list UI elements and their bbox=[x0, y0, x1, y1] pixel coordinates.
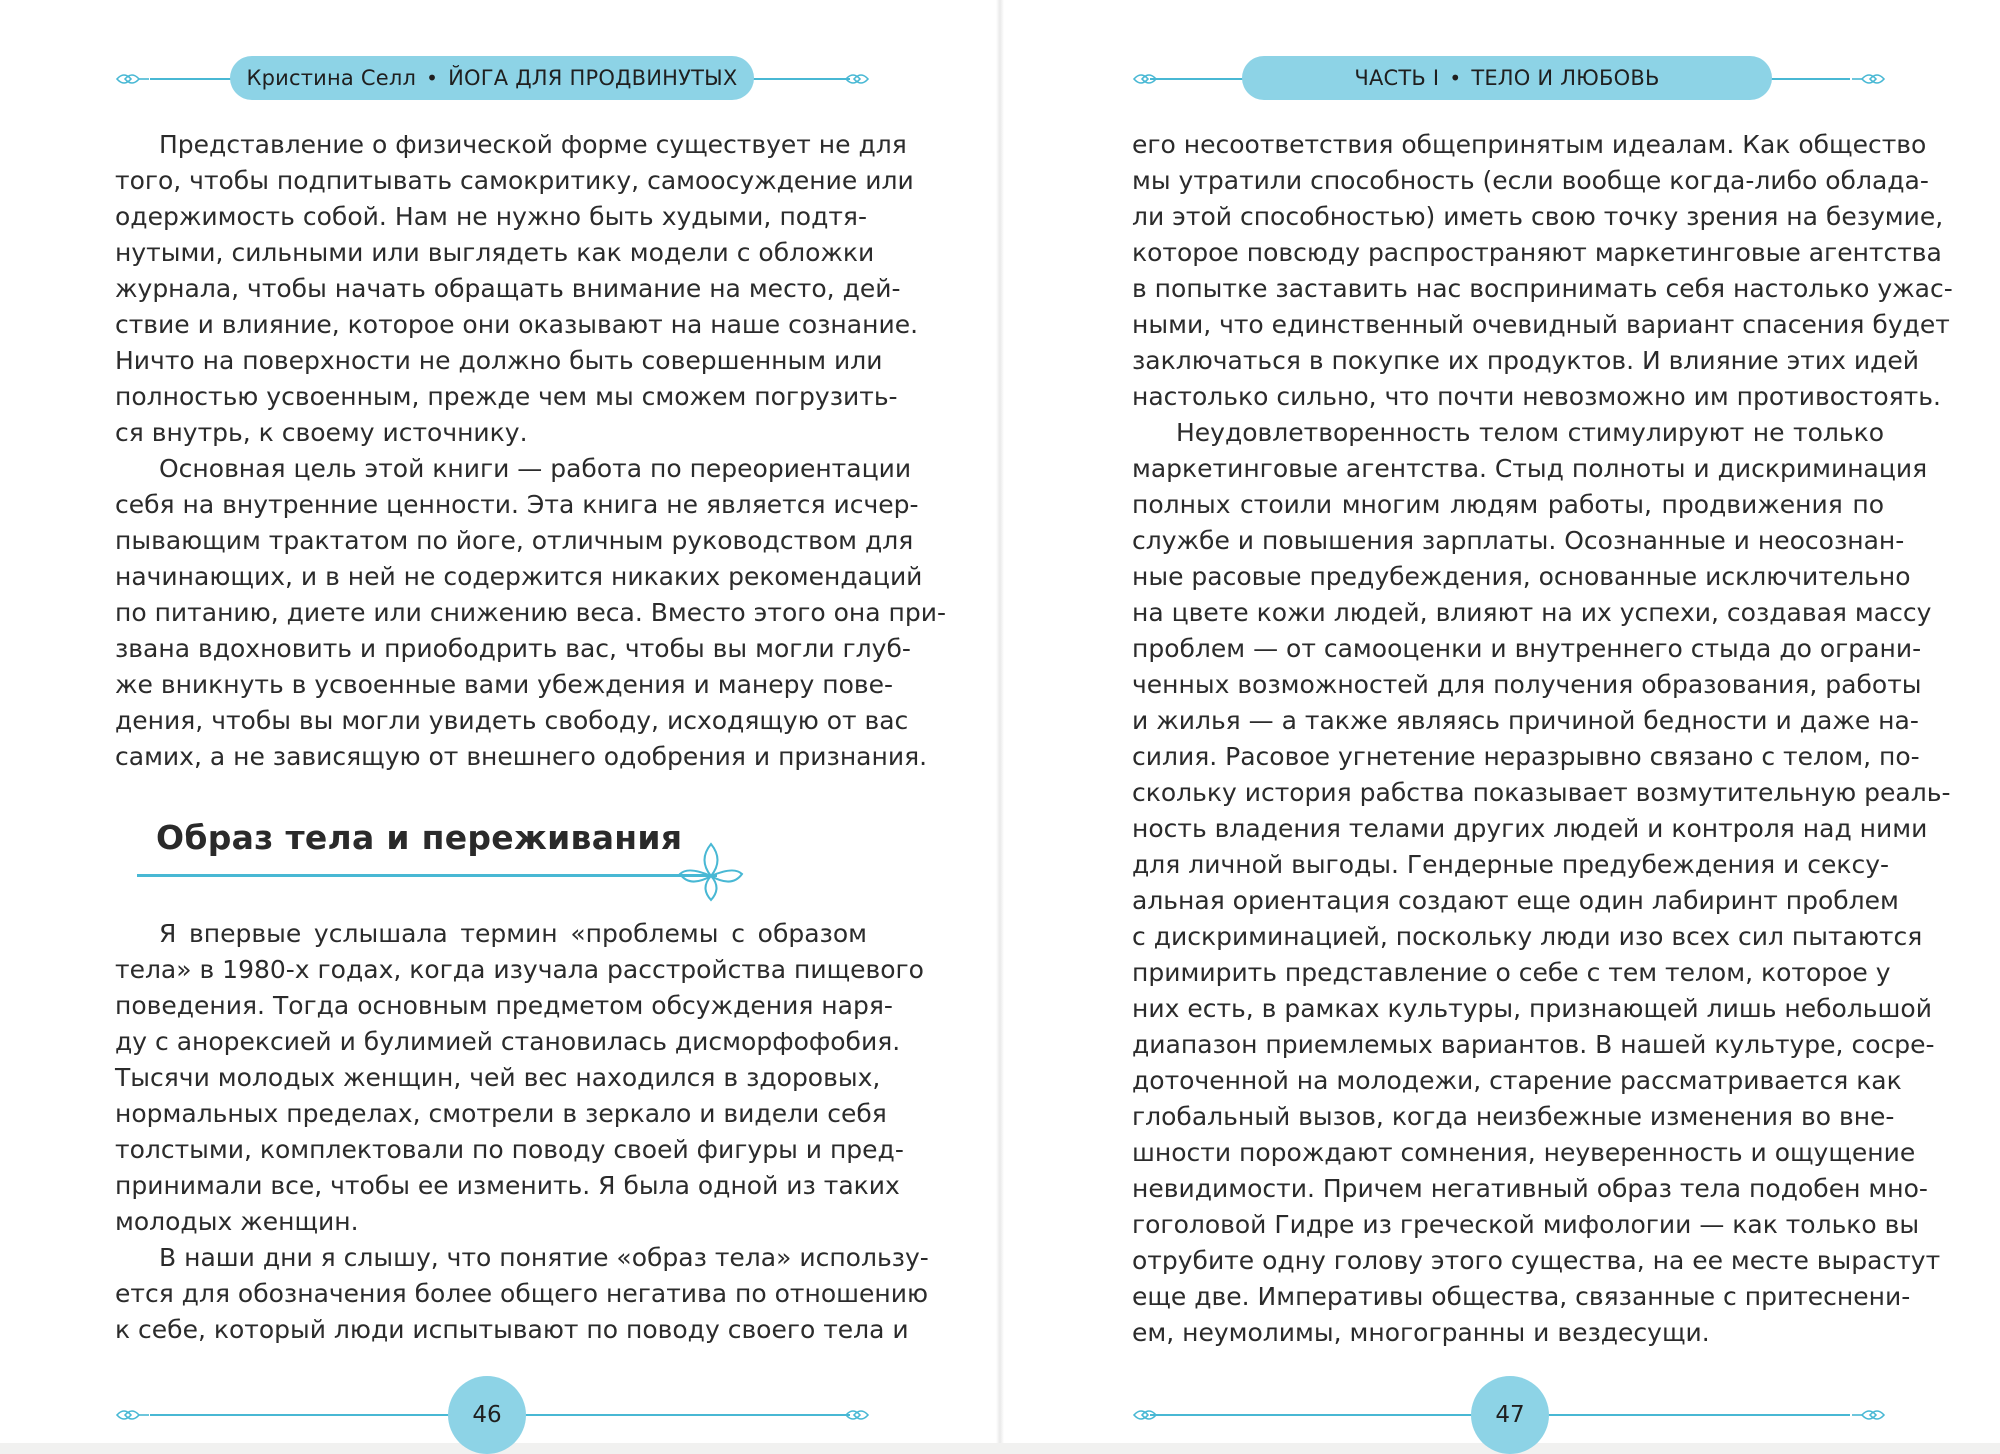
text-line: Основная цель этой книги — работа по переориентации bbox=[159, 454, 912, 483]
header-chapter-title: ТЕЛО И ЛЮБОВЬ bbox=[1471, 66, 1660, 90]
text-line: Я впервые услышала термин «проблемы с образом bbox=[159, 919, 867, 948]
text-line: шности порождают сомнения, неуверенность и ощущение bbox=[1132, 1138, 1916, 1167]
body-text bbox=[1132, 127, 1953, 1351]
text-line: же вникнуть в усвоенные вами убеждения и манеру пове- bbox=[115, 670, 894, 699]
text-line: нутыми, сильными или выглядеть как модели с обложки bbox=[115, 238, 875, 267]
paragraph bbox=[115, 1240, 929, 1348]
text-line: настолько сильно, что почти невозможно им противостоять. bbox=[1132, 382, 1941, 411]
footer-ornament-icon bbox=[1852, 1406, 1886, 1424]
text-line: ду с анорексией и булимией становилась дисморфофобия. bbox=[115, 1027, 901, 1056]
body-text-top bbox=[115, 127, 947, 775]
text-line: В наши дни я слышу, что понятие «образ тела» использу- bbox=[159, 1243, 929, 1272]
text-line: скольку история рабства показывает возмутительную реаль- bbox=[1132, 778, 1951, 807]
text-line: еще две. Императивы общества, связанные с притеснени- bbox=[1132, 1282, 1911, 1311]
text-line: Тысячи молодых женщин, чей вес находился в здоровых, bbox=[115, 1063, 881, 1092]
paragraph bbox=[115, 916, 924, 1240]
text-line: службе и повышения зарплаты. Осознанные и неосознан- bbox=[1132, 526, 1905, 555]
page-number: 46 bbox=[448, 1376, 526, 1454]
text-line: гоголовой Гидре из греческой мифологии — как только вы bbox=[1132, 1210, 1920, 1239]
heading-rule bbox=[137, 874, 717, 877]
text-line: самих, а не зависящую от внешнего одобрения и признания. bbox=[115, 742, 928, 771]
paragraph bbox=[115, 451, 947, 775]
text-line: ем, неумолимы, многогранны и вездесущи. bbox=[1132, 1318, 1710, 1347]
text-line: журнала, чтобы начать обращать внимание на место, дей- bbox=[115, 274, 901, 303]
header-ornament-icon bbox=[1132, 70, 1166, 88]
text-line: тела» в 1980-х годах, когда изучала расстройства пищевого bbox=[115, 955, 924, 984]
footer-ornament-icon bbox=[836, 1406, 870, 1424]
text-line: ными, что единственный очевидный вариант спасения будет bbox=[1132, 310, 1950, 339]
header-author: Кристина Селл bbox=[246, 66, 417, 90]
text-line: Представление о физической форме существует не для bbox=[159, 130, 907, 159]
text-line: маркетинговые агентства. Стыд полноты и дискриминация bbox=[1132, 454, 1928, 483]
text-line: с дискриминацией, поскольку люди изо всех сил пытаются bbox=[1132, 922, 1923, 951]
text-line: себя на внутренние ценности. Эта книга не является исчер- bbox=[115, 490, 919, 519]
text-line: них есть, в рамках культуры, признающей лишь небольшой bbox=[1132, 994, 1932, 1023]
text-line: ствие и влияние, которое они оказывают на наше сознание. bbox=[115, 310, 919, 339]
text-line: ность владения телами других людей и контроля над ними bbox=[1132, 814, 1928, 843]
text-line: ченных возможностей для получения образования, работы bbox=[1132, 670, 1922, 699]
text-line: доточенной на молодежи, старение рассматривается как bbox=[1132, 1066, 1902, 1095]
text-line: проблем — от самооценки и внутреннего стыда до ограни- bbox=[1132, 634, 1922, 663]
text-line: ется для обозначения более общего негатива по отношению bbox=[115, 1279, 929, 1308]
text-line: отрубите одну голову этого существа, на ее месте вырастут bbox=[1132, 1246, 1941, 1275]
text-line: по питанию, диете или снижению веса. Вместо этого она при- bbox=[115, 598, 947, 627]
header-separator: • bbox=[1449, 66, 1462, 90]
header-separator: • bbox=[426, 66, 439, 90]
text-line: мы утратили способность (если вообще когда-либо облада- bbox=[1132, 166, 1929, 195]
text-line: альная ориентация создают еще один лабиринт проблем bbox=[1132, 886, 1899, 915]
text-line: примирить представление о себе с тем телом, которое у bbox=[1132, 958, 1891, 987]
text-line: в попытке заставить нас воспринимать себя настолько ужас- bbox=[1132, 274, 1953, 303]
text-line: одержимость собой. Нам не нужно быть худыми, подтя- bbox=[115, 202, 867, 231]
text-line: звана вдохновить и приободрить вас, чтобы вы могли глуб- bbox=[115, 634, 911, 663]
text-line: на цвете кожи людей, влияют на их успехи, создавая массу bbox=[1132, 598, 1932, 627]
text-line: начинающих, и в ней не содержится никаких рекомендаций bbox=[115, 562, 923, 591]
text-line: невидимости. Причем негативный образ тела подобен мно- bbox=[1132, 1174, 1928, 1203]
text-line: силия. Расовое угнетение неразрывно связано с телом, по- bbox=[1132, 742, 1920, 771]
text-line: диапазон приемлемых вариантов. В нашей культуре, сосре- bbox=[1132, 1030, 1935, 1059]
text-line: которое повсюду распространяют маркетинговые агентства bbox=[1132, 238, 1942, 267]
text-line: полных стоили многим людям работы, продвижения по bbox=[1132, 490, 1884, 519]
left-page bbox=[0, 0, 1000, 1443]
text-line: Неудовлетворенность телом стимулируют не только bbox=[1176, 418, 1884, 447]
body-text-section bbox=[115, 916, 929, 1348]
text-line: его несоответствия общепринятым идеалам. Как общество bbox=[1132, 130, 1927, 159]
right-page bbox=[1000, 0, 2000, 1443]
text-line: поведения. Тогда основным предметом обсуждения наря- bbox=[115, 991, 893, 1020]
footer-ornament-icon bbox=[115, 1406, 149, 1424]
header-ornament-icon bbox=[836, 70, 870, 88]
text-line: полностью усвоенным, прежде чем мы сможем погрузить- bbox=[115, 382, 898, 411]
paragraph bbox=[115, 127, 919, 451]
text-line: глобальный вызов, когда неизбежные изменения во вне- bbox=[1132, 1102, 1895, 1131]
text-line: ные расовые предубеждения, основанные исключительно bbox=[1132, 562, 1911, 591]
text-line: пывающим трактатом по йоге, отличным руководством для bbox=[115, 526, 914, 555]
paragraph bbox=[1132, 127, 1953, 415]
running-header bbox=[230, 56, 754, 100]
header-ornament-icon bbox=[1852, 70, 1886, 88]
header-book-title: ЙОГА ДЛЯ ПРОДВИНУТЫХ bbox=[448, 66, 738, 90]
running-header bbox=[1242, 56, 1772, 100]
text-line: ся внутрь, к своему источнику. bbox=[115, 418, 528, 447]
lotus-icon bbox=[676, 836, 746, 906]
text-line: заключаться в покупке их продуктов. И влияние этих идей bbox=[1132, 346, 1920, 375]
section-heading: Образ тела и переживания bbox=[156, 818, 683, 857]
text-line: того, чтобы подпитывать самокритику, самоосуждение или bbox=[115, 166, 914, 195]
header-part: ЧАСТЬ I bbox=[1354, 66, 1440, 90]
text-line: дения, чтобы вы могли увидеть свободу, исходящую от вас bbox=[115, 706, 909, 735]
text-line: для личной выгоды. Гендерные предубеждения и сексу- bbox=[1132, 850, 1890, 879]
header-ornament-icon bbox=[115, 70, 149, 88]
text-line: толстыми, комплектовали по поводу своей фигуры и пред- bbox=[115, 1135, 904, 1164]
text-line: принимали все, чтобы ее изменить. Я была одной из таких bbox=[115, 1171, 900, 1200]
paragraph bbox=[1132, 415, 1951, 1351]
footer-ornament-icon bbox=[1132, 1406, 1166, 1424]
text-line: молодых женщин. bbox=[115, 1207, 359, 1236]
text-line: нормальных пределах, смотрели в зеркало и видели себя bbox=[115, 1099, 887, 1128]
text-line: ли этой способностью) иметь свою точку зрения на безумие, bbox=[1132, 202, 1944, 231]
text-line: Ничто на поверхности не должно быть совершенным или bbox=[115, 346, 883, 375]
text-line: и жилья — а также являясь причиной бедности и даже на- bbox=[1132, 706, 1919, 735]
page-number: 47 bbox=[1471, 1376, 1549, 1454]
text-line: к себе, который люди испытывают по поводу своего тела и bbox=[115, 1315, 909, 1344]
